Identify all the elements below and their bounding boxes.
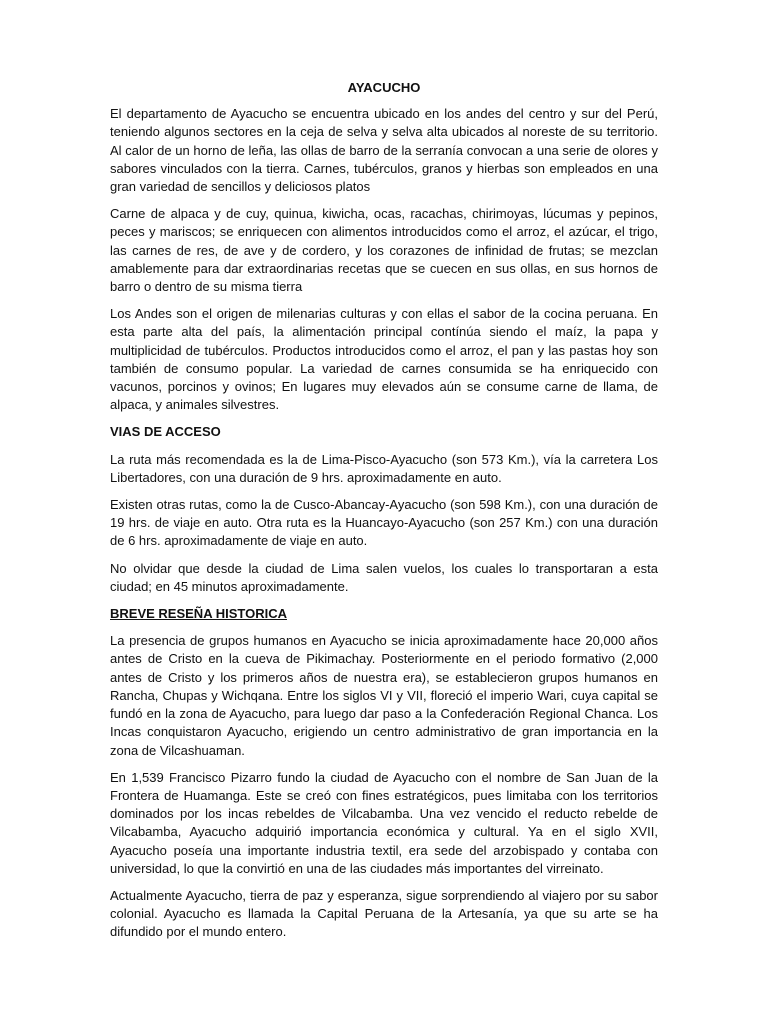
historia-paragraph: Actualmente Ayacucho, tierra de paz y esperanza, sigue sorprendiendo al viajero por su sabor colonial. Ayacucho es llamada la Capital Peruana de la Artesanía, ya que su arte se ha difundido por el mundo entero. bbox=[110, 887, 658, 940]
intro-paragraph: Carne de alpaca y de cuy, quinua, kiwicha, ocas, racachas, chirimoyas, lúcumas y pepinos, peces y mariscos; se enriquecen con alimentos introducidos como el arroz, el azúcar, el trigo, las carnes de res, de ave y de cordero, y los corazones de infinidad de frutas; se mezclan amablemente para dar extraordinarias recetas que se cuecen en sus ollas, en sus hornos de barro o dentro de su misma tierra bbox=[110, 206, 658, 295]
intro-paragraph: El departamento de Ayacucho se encuentra ubicado en los andes del centro y sur del Perú, teniendo algunos sectores en la ceja de selva y selva alta ubicados al noreste de su territorio. Al calor de un horno de leña, las ollas de barro de la serranía convocan a una serie de olores y sabores vinculados con la tierra. Carnes, tubérculos, granos y hierbas son empleados en una gran variedad de sencillos y deliciosos platos bbox=[110, 106, 658, 195]
vias-heading: VIAS DE ACCESO bbox=[110, 424, 221, 440]
historia-paragraph: La presencia de grupos humanos en Ayacucho se inicia aproximadamente hace 20,000 años antes de Cristo en la cueva de Pikimachay. Posteriormente en el periodo formativo (2,000 antes de Cristo y los primeros años de nuestra era), se establecieron grupos humanos en Rancha, Chupas y Wichqana. Entre los siglos VI y VII, floreció el imperio Wari, cuya capital se fundó en la zona de Ayacucho, para luego dar paso a la Confederación Regional Chanca. Los Incas conquistaron Ayacucho, erigiendo un centro administrativo de gran importancia en la zona de Vilcashuaman. bbox=[110, 633, 658, 758]
intro-paragraph: Los Andes son el origen de milenarias culturas y con ellas el sabor de la cocina peruana. En esta parte alta del país, la alimentación principal contínúa siendo el maíz, la papa y multiplicidad de tubérculos. Productos introducidos como el arroz, el pan y las pastas hoy son también de consumo popular. La variedad de carnes consumida se ha enriquecido con vacunos, porcinos y ovinos; En lugares muy elevados aún se consume carne de llama, de alpaca, y animales silvestres. bbox=[110, 306, 658, 413]
document-page bbox=[110, 79, 658, 951]
historia-paragraph: En 1,539 Francisco Pizarro fundo la ciudad de Ayacucho con el nombre de San Juan de la Frontera de Huamanga. Este se creó con fines estratégicos, pues limitaba con los territorios dominados por los incas rebeldes de Vilcabamba. Una vez vencido el reducto rebelde de Vilcabamba, Ayacucho adquirió importancia económica y cultural. Ya en el siglo XVII, Ayacucho poseía una importante industria textil, era sede del arzobispado y contaba con universidad, lo que la convirtió en una de las ciudades más importantes del virreinato. bbox=[110, 769, 658, 876]
document-title: AYACUCHO bbox=[347, 80, 421, 95]
historia-heading: BREVE RESEÑA HISTORICA bbox=[110, 606, 287, 622]
vias-paragraph: La ruta más recomendada es la de Lima-Pisco-Ayacucho (son 573 Km.), vía la carretera Los Libertadores, con una duración de 9 hrs. aproximadamente en auto. bbox=[110, 451, 658, 485]
vias-paragraph: Existen otras rutas, como la de Cusco-Abancay-Ayacucho (son 598 Km.), con una duración de 19 hrs. de viaje en auto. Otra ruta es la Huancayo-Ayacucho (son 257 Km.) con una duración de 6 hrs. aproximadamente de viaje en auto. bbox=[110, 497, 658, 549]
vias-paragraph: No olvidar que desde la ciudad de Lima salen vuelos, los cuales lo transportaran a esta ciudad; en 45 minutos aproximadamente. bbox=[110, 560, 658, 594]
